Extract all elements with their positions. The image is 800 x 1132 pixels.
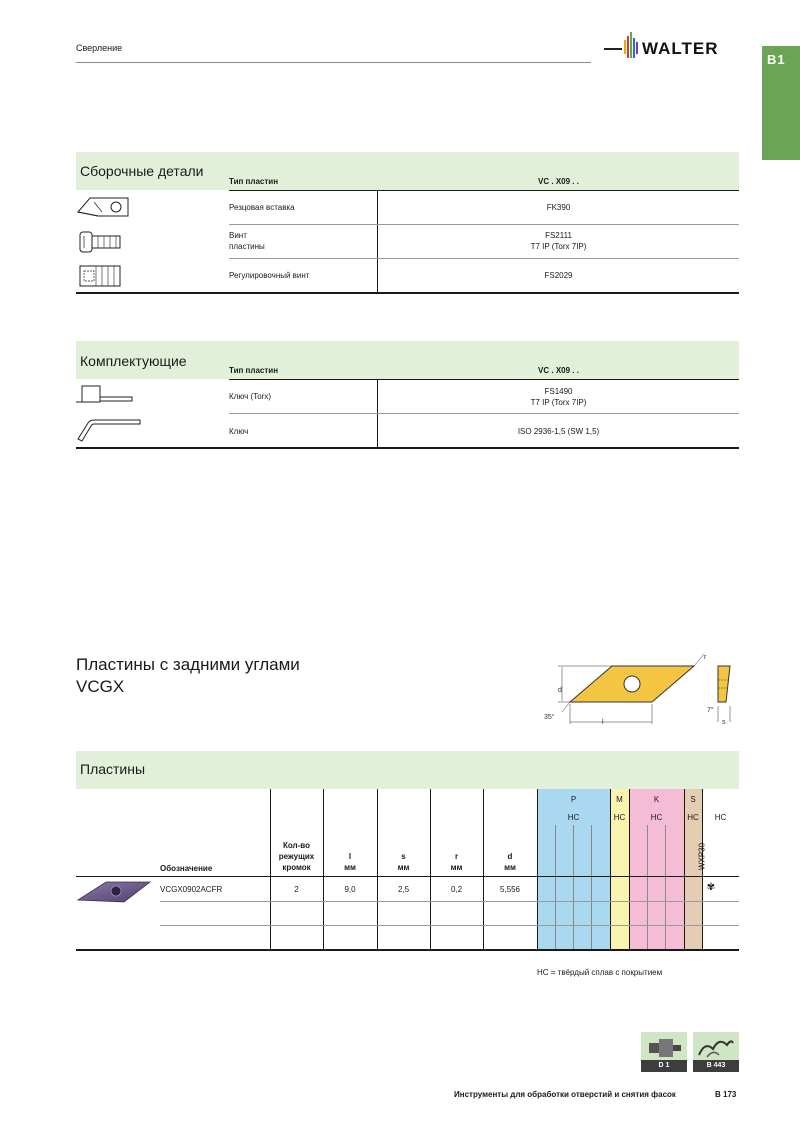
- accessory-row-label: Ключ: [229, 427, 249, 436]
- assembly-row-value: FK390: [546, 203, 571, 212]
- screw-icon: [76, 228, 126, 256]
- insert-s: 2,5: [397, 885, 410, 894]
- col-d: d: [507, 852, 513, 861]
- col-designation: Обозначение: [160, 864, 213, 873]
- accessories-col-code: VC . X09 . .: [538, 366, 579, 375]
- insert-geometry-diagram: [540, 650, 745, 730]
- group-k-grade: HC: [650, 813, 663, 822]
- col-edges-1: Кол-во: [282, 841, 310, 850]
- col-s-unit: мм: [397, 863, 410, 872]
- assembly-row-value: FS2029: [544, 271, 573, 280]
- vcgx-insert-image[interactable]: [76, 878, 152, 906]
- group-p-label: P: [570, 795, 577, 804]
- assembly-row-label: Резцовая вставка: [229, 203, 295, 212]
- ref-d1-button[interactable]: [641, 1032, 687, 1072]
- assembly-row-label: Регулировочный винт: [229, 271, 310, 280]
- accessories-col-type: Тип пластин: [229, 366, 279, 375]
- col-l: l: [348, 852, 352, 861]
- col-l-unit: мм: [344, 863, 356, 872]
- col-r-unit: мм: [450, 863, 463, 872]
- col-d-unit: мм: [504, 863, 516, 872]
- group-s-label: S: [690, 795, 696, 804]
- header-rule: [76, 62, 591, 63]
- dim-s-label: s: [722, 719, 726, 726]
- dim-l-label: l: [602, 719, 604, 726]
- col-s: s: [401, 852, 406, 861]
- boring-tool-icon: [645, 1035, 683, 1059]
- col-edges-3: кромок: [282, 863, 311, 872]
- dim-r-label: r: [704, 654, 707, 661]
- ref-b443-label: B 443: [693, 1060, 739, 1072]
- chapter-tab[interactable]: B1: [762, 46, 800, 160]
- insert-seat-icon: [76, 194, 132, 222]
- group-m-label: M: [616, 795, 623, 804]
- assembly-row-label-2: пластины: [229, 242, 265, 251]
- walter-logo: [604, 30, 744, 62]
- insert-l: 9,0: [344, 885, 356, 894]
- assembly-col-type: Тип пластин: [229, 177, 279, 186]
- availability-mark: ✾: [706, 882, 716, 893]
- torx-key-icon: [74, 384, 136, 410]
- dim-clearance-label: 7°: [707, 707, 714, 714]
- col-r: r: [454, 852, 459, 861]
- accessory-row-value-2: T7 IP (Torx 7IP): [530, 398, 587, 407]
- accessory-row-label: Ключ (Torx): [229, 392, 271, 401]
- assembly-row-value-2: T7 IP (Torx 7IP): [530, 242, 587, 251]
- group-k-label: K: [653, 795, 660, 804]
- accessory-row-value: FS1490: [544, 387, 573, 396]
- accessory-row-value: ISO 2936-1,5 (SW 1,5): [517, 427, 600, 436]
- col-edges-2: режущих: [278, 852, 315, 861]
- extra-grade-label: HC: [714, 813, 727, 822]
- hex-key-icon: [74, 415, 144, 443]
- assembly-col-code: VC . X09 . .: [538, 177, 579, 186]
- dim-angle-label: 35°: [544, 714, 555, 721]
- dim-d-label: d: [558, 687, 562, 694]
- coating-note: HC = твёрдый сплав с покрытием: [537, 968, 663, 977]
- assembly-row-value: FS2111: [545, 231, 572, 240]
- inserts-title: Пластины: [80, 761, 146, 777]
- group-m-grade: HC: [613, 813, 626, 822]
- ref-d1-label: D 1: [641, 1060, 687, 1072]
- insert-r: 0,2: [450, 885, 463, 894]
- footer-title: Инструменты для обработки отверстий и снятия фасок: [454, 1090, 676, 1099]
- page-number: B 173: [715, 1090, 737, 1099]
- set-screw-icon: [76, 262, 126, 290]
- chip-icon: [697, 1035, 735, 1059]
- inserts-header-bar: [76, 751, 739, 789]
- insert-edges: 2: [294, 885, 299, 894]
- insert-designation[interactable]: VCGX0902ACFR: [160, 885, 223, 894]
- ref-b443-button[interactable]: [693, 1032, 739, 1072]
- group-p-grade: HC: [567, 813, 580, 822]
- section-title: Сверление: [76, 43, 123, 53]
- brand-text: WALTER: [642, 39, 719, 58]
- assembly-title: Сборочные детали: [80, 163, 204, 179]
- inserts-heading-line2: VCGX: [76, 677, 125, 696]
- insert-d: 5,556: [499, 885, 521, 894]
- accessories-title: Комплектующие: [80, 353, 187, 369]
- group-s-grade: HC: [687, 813, 699, 822]
- grade-name: WXP30: [697, 842, 707, 871]
- inserts-heading-line1: Пластины с задними углами: [76, 655, 300, 674]
- assembly-row-label: Винт: [229, 231, 247, 240]
